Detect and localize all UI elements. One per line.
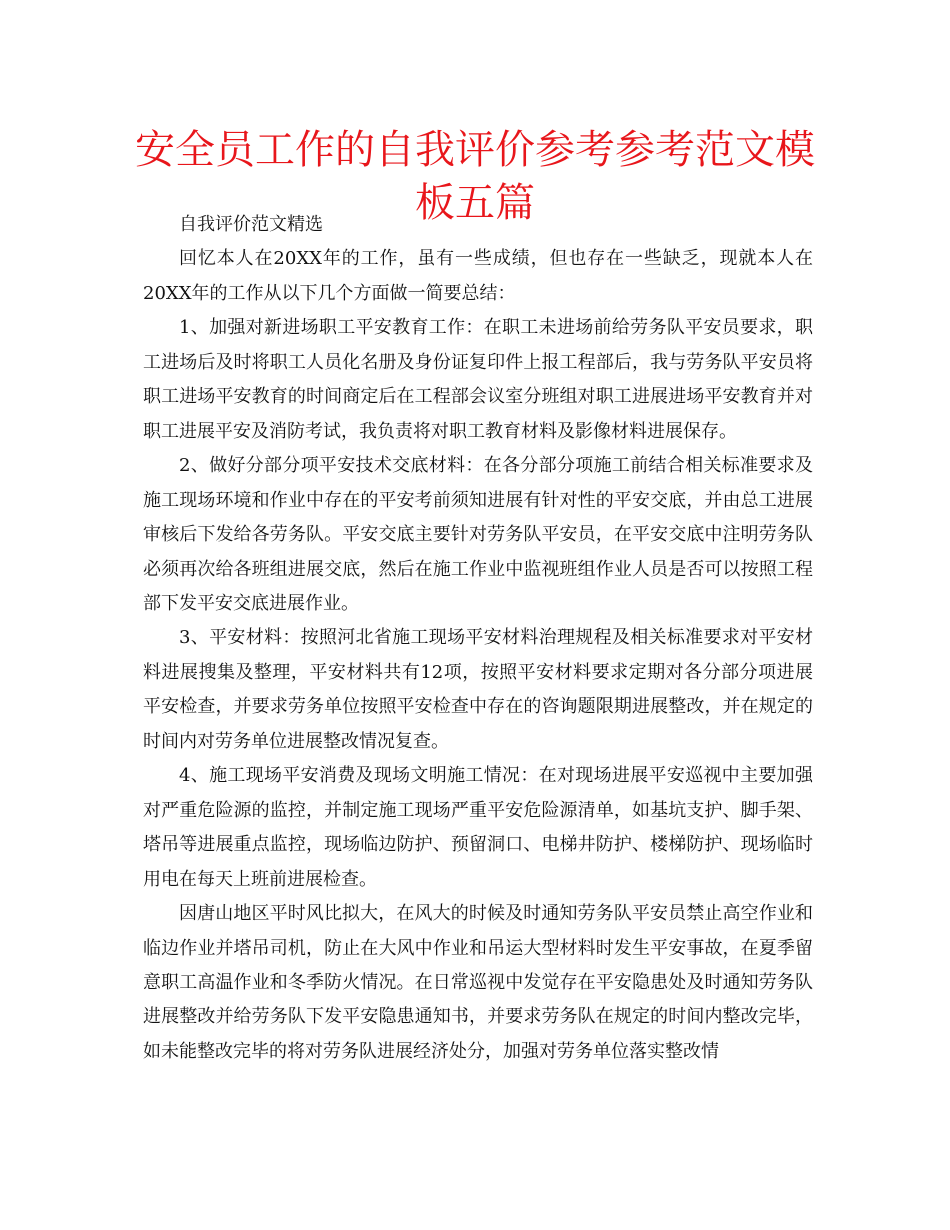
- paragraph-item-2: 2、做好分部分项平安技术交底材料：在各分部分项施工前结合相关标准要求及施工现场环境和作业中存在的平安考前须知进展有针对性的平安交底，并由总工进展审核后下发给各劳务队。平安交底主要针对劳务队平安员，在平安交底中注明劳务队必须再次给各班组进展交底，然后在施工作业中监视班组作业人员是否可以按照工程部下发平安交底进展作业。: [143, 455, 813, 614]
- document-title: 安全员工作的自我评价参考参考范文模板五篇: [135, 127, 815, 226]
- paragraph-item-3: 3、平安材料：按照河北省施工现场平安材料治理规程及相关标准要求对平安材料进展搜集及整理，平安材料共有12项，按照平安材料要求定期对各分部分项进展平安检查，并要求劳务单位按照平安检查中存在的咨询题限期进展整改，并在规定的时间内对劳务单位进展整改情况复查。: [143, 627, 813, 752]
- paragraph-intro: 回忆本人在20XX年的工作，虽有一些成绩，但也存在一些缺乏，现就本人在20XX年的工作从以下几个方面做一简要总结：: [143, 248, 813, 304]
- document-body: [143, 208, 813, 1069]
- paragraph-subtitle: 自我评价范文精选: [179, 214, 323, 235]
- paragraph-item-4: 4、施工现场平安消费及现场文明施工情况：在对现场进展平安巡视中主要加强对严重危险源的监控，并制定施工现场严重平安危险源清单，如基坑支护、脚手架、塔吊等进展重点监控，现场临边防护、预留洞口、电梯井防护、楼梯防护、现场临时用电在每天上班前进展检查。: [143, 765, 813, 890]
- paragraph-weather: 因唐山地区平时风比拟大，在风大的时候及时通知劳务队平安员禁止高空作业和临边作业并塔吊司机，防止在大风中作业和吊运大型材料时发生平安事故，在夏季留意职工高温作业和冬季防火情况。在日常巡视中发觉存在平安隐患处及时通知劳务队进展整改并给劳务队下发平安隐患通知书，并要求劳务队在规定的时间内整改完毕，如未能整改完毕的将对劳务队进展经济处分，加强对劳务单位落实整改情: [143, 903, 813, 1062]
- paragraph-item-1: 1、加强对新进场职工平安教育工作：在职工未进场前给劳务队平安员要求，职工进场后及时将职工人员化名册及身份证复印件上报工程部后，我与劳务队平安员将职工进场平安教育的时间商定后在工程部会议室分班组对职工进展进场平安教育并对职工进展平安及消防考试，我负责将对职工教育材料及影像材料进展保存。: [143, 317, 813, 442]
